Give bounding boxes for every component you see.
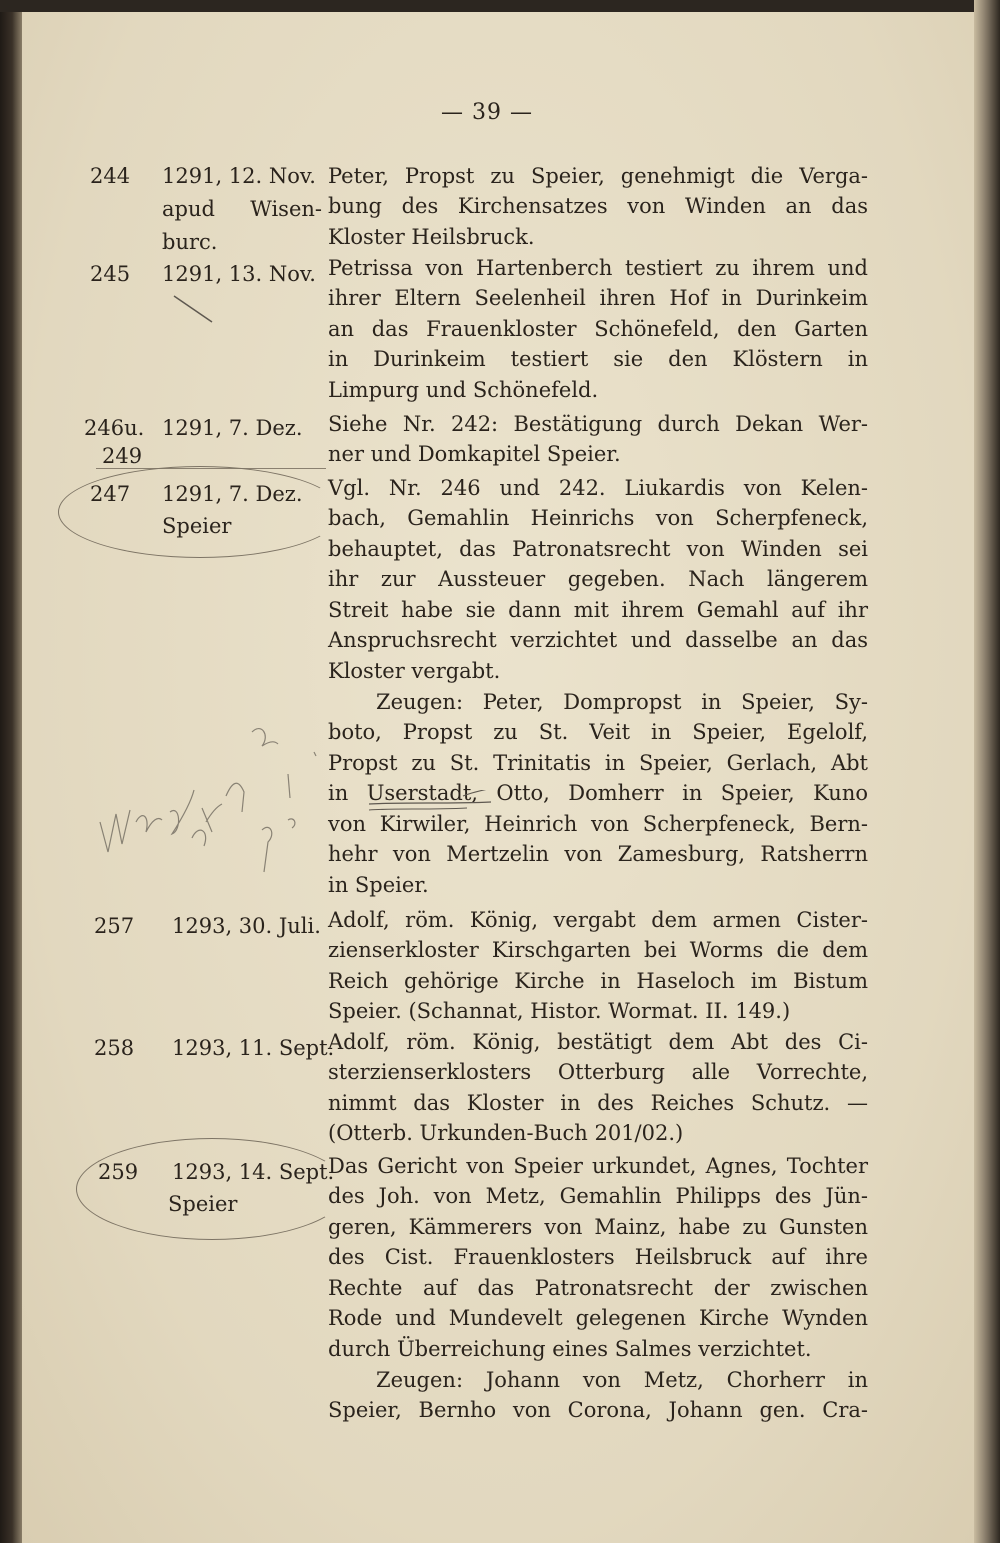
entry-text-line: Adolf, röm. König, bestätigt dem Abt des Ci-	[328, 1030, 868, 1054]
entry-date-line-2: Speier	[168, 1192, 238, 1216]
pencil-underline-mark	[367, 790, 537, 830]
entry-text-line: Siehe Nr. 242: Bestätigung durch Dekan Wer-	[328, 412, 868, 436]
entry-text-line: ihrer Eltern Seelenheil ihren Hof in Durinkeim	[328, 286, 868, 310]
entry-witness-line: Zeugen: Peter, Dompropst in Speier, Sy-	[376, 690, 868, 714]
entry-number: 247	[90, 482, 131, 506]
entry-text-line: geren, Kämmerers von Mainz, habe zu Gunsten	[328, 1215, 868, 1239]
entry-date-line-2: Speier	[162, 514, 232, 538]
pencil-circle-mark	[58, 466, 342, 558]
entry-text-line: ner und Domkapitel Speier.	[328, 442, 621, 466]
entry-text-line: durch Überreichung eines Salmes verzichtet.	[328, 1337, 812, 1361]
entry-text-line: Reich gehörige Kirche in Haseloch im Bistum	[328, 969, 868, 993]
entry-date-line-1: 1293, 30. Juli.	[172, 914, 321, 938]
entry-text-line: Peter, Propst zu Speier, genehmigt die Verga-	[328, 164, 868, 188]
entry-text-line: nimmt das Kloster in des Reiches Schutz. —	[328, 1091, 868, 1115]
entry-date-line-1: 1291, 13. Nov.	[162, 262, 316, 286]
entry-text-line: Rode und Mundevelt gelegenen Kirche Wynden	[328, 1306, 868, 1330]
entry-number: 257	[94, 914, 135, 938]
entry-text-line: Anspruchsrecht verzichtet und dasselbe an das	[328, 628, 868, 652]
entry-number: 244	[90, 164, 131, 188]
entry-text-line: an das Frauenkloster Schönefeld, den Garten	[328, 317, 868, 341]
entry-number: 245	[90, 262, 131, 286]
entry-text-line: Das Gericht von Speier urkundet, Agnes, Tochter	[328, 1154, 868, 1178]
entry-text-line: Kloster vergabt.	[328, 659, 501, 683]
pencil-stroke-mark	[170, 292, 220, 328]
pencil-marginal-scribble	[92, 712, 352, 882]
page-edge-shadow	[974, 0, 1000, 1543]
book-spine-shadow	[0, 12, 22, 1543]
entry-text-line: zienserkloster Kirschgarten bei Worms die dem	[328, 938, 868, 962]
entry-text-line: Rechte auf das Patronatsrecht der zwischen	[328, 1276, 868, 1300]
entry-text-line: Limpurg und Schönefeld.	[328, 378, 599, 402]
entry-text-line: in Speier.	[328, 873, 429, 897]
pencil-circle-mark	[76, 1138, 348, 1240]
entry-text-line: (Otterb. Urkunden-Buch 201/02.)	[328, 1121, 684, 1145]
book-page	[22, 12, 974, 1543]
entry-text-line: Kloster Heilsbruck.	[328, 225, 535, 249]
entry-text-line: Speier. (Schannat, Histor. Wormat. II. 149.)	[328, 999, 791, 1023]
entry-number-line-2: 249	[102, 444, 143, 468]
entry-date-line-1: 1293, 14. Sept.	[172, 1160, 335, 1184]
entry-date-line-3: burc.	[162, 230, 218, 254]
entry-text-line: Petrissa von Hartenberch testiert zu ihrem und	[328, 256, 868, 280]
entry-text-line: von Kirwiler, Heinrich von Scherpfeneck, Bern-	[328, 812, 868, 836]
entry-text-line: des Cist. Frauenklosters Heilsbruck auf ihre	[328, 1245, 868, 1269]
entry-text-line: bung des Kirchensatzes von Winden an das	[328, 194, 868, 218]
entry-text-line: Speier, Bernho von Corona, Johann gen. Cra-	[328, 1398, 868, 1422]
page-number: — 39 —	[441, 100, 533, 125]
entry-date-line-2: apud Wisen-	[162, 197, 322, 221]
entry-text-line: Vgl. Nr. 246 und 242. Liukardis von Kelen-	[328, 476, 868, 500]
entry-text-line: Streit habe sie dann mit ihrem Gemahl auf ihr	[328, 598, 868, 622]
entry-date-line-1: 1291, 7. Dez.	[162, 482, 303, 506]
entry-text-line: in Durinkeim testiert sie den Klöstern in	[328, 347, 868, 371]
entry-number: 259	[98, 1160, 139, 1184]
entry-date-line-1: 1291, 12. Nov.	[162, 164, 316, 188]
entry-witness-line: Zeugen: Johann von Metz, Chorherr in	[376, 1368, 868, 1392]
entry-number-line-1: 246u.	[84, 416, 145, 440]
entry-number: 258	[94, 1036, 135, 1060]
entry-text-line: sterzienserklosters Otterburg alle Vorrechte,	[328, 1060, 868, 1084]
entry-text-line: ihr zur Aussteuer gegeben. Nach längerem	[328, 567, 868, 591]
entry-text-line: Adolf, röm. König, vergabt dem armen Cister-	[328, 908, 868, 932]
entry-text-line: bach, Gemahlin Heinrichs von Scherpfeneck,	[328, 506, 868, 530]
entry-text-line: behauptet, das Patronatsrecht von Winden sei	[328, 537, 868, 561]
entry-text-line: des Joh. von Metz, Gemahlin Philipps des Jün-	[328, 1184, 868, 1208]
entry-text-line: boto, Propst zu St. Veit in Speier, Egelolf,	[328, 720, 868, 744]
entry-text-line: hehr von Mertzelin von Zamesburg, Ratsherrn	[328, 842, 868, 866]
entry-date-line-1: 1293, 11. Sept.	[172, 1036, 335, 1060]
entry-date-line-1: 1291, 7. Dez.	[162, 416, 303, 440]
entry-text-line: in Userstadt, Otto, Domherr in Speier, Kuno	[328, 781, 868, 805]
entry-text-line: Propst zu St. Trinitatis in Speier, Gerlach, Abt	[328, 751, 868, 775]
